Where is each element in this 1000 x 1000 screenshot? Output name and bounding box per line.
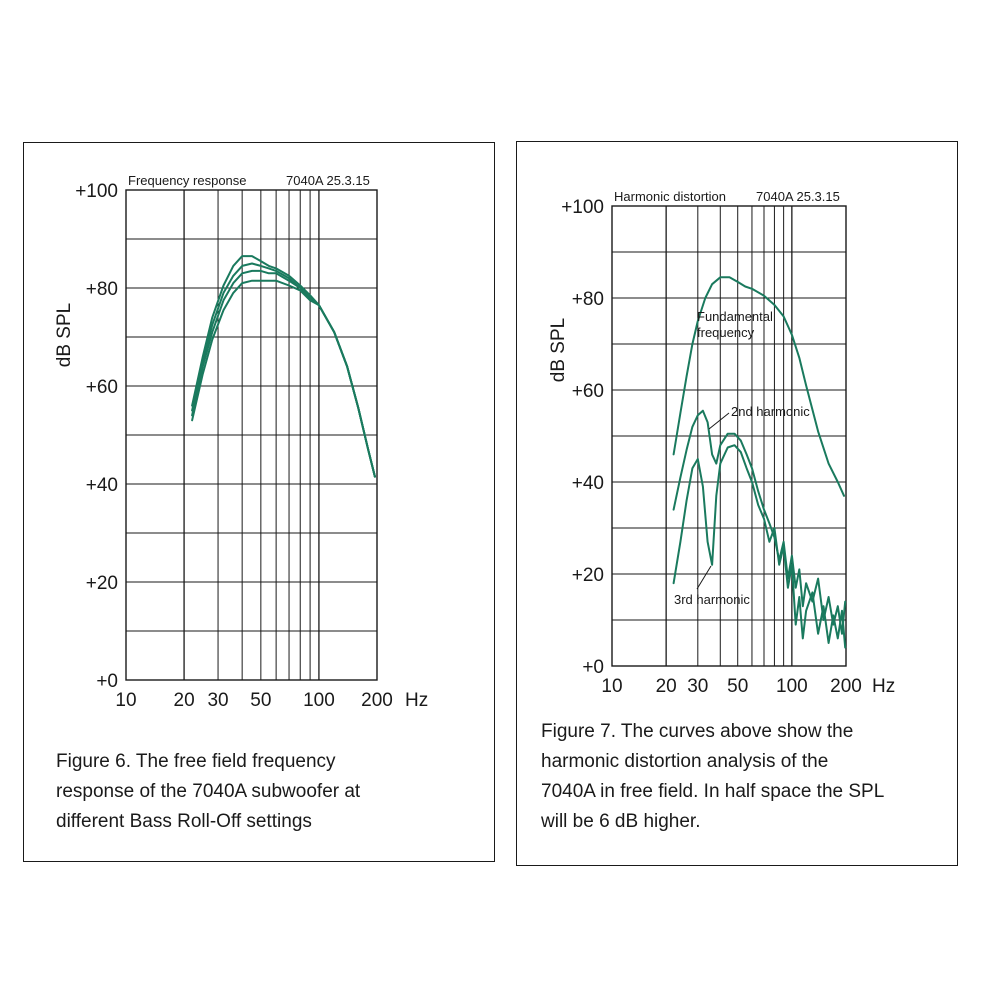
y-tick-label: +100 bbox=[561, 197, 604, 218]
chart-subtitle: 7040A 25.3.15 bbox=[286, 173, 370, 188]
caption-line: will be 6 dB higher. bbox=[541, 811, 701, 832]
y-tick-label: +80 bbox=[85, 279, 118, 300]
caption-line: Figure 6. The free field frequency bbox=[56, 751, 336, 772]
x-tick-label: 200 bbox=[830, 676, 862, 697]
y-tick-label: +100 bbox=[75, 181, 118, 202]
y-tick-label: +60 bbox=[85, 377, 118, 398]
y-tick-label: +40 bbox=[85, 475, 118, 496]
annotation-3rd-harmonic-pointer bbox=[697, 566, 711, 589]
x-tick-label: 200 bbox=[361, 690, 393, 711]
y-axis-label: dB SPL bbox=[54, 302, 75, 368]
y-tick-label: +40 bbox=[571, 473, 604, 494]
annotation-line: frequency bbox=[697, 325, 755, 340]
x-tick-label: 100 bbox=[776, 676, 808, 697]
figure-7-caption bbox=[541, 717, 951, 837]
frequency-response-chart bbox=[24, 143, 496, 743]
y-tick-label: +0 bbox=[582, 657, 604, 678]
caption-line: Figure 7. The curves above show the bbox=[541, 721, 854, 742]
annotation-3rd-harmonic bbox=[674, 592, 750, 607]
x-axis-unit: Hz bbox=[872, 676, 896, 697]
caption-line: different Bass Roll-Off settings bbox=[56, 811, 312, 832]
annotation-line: 2nd harmonic bbox=[731, 404, 810, 419]
y-tick-label: +80 bbox=[571, 289, 604, 310]
y-tick-label: +20 bbox=[571, 565, 604, 586]
annotation-2nd-harmonic bbox=[731, 404, 810, 419]
x-tick-label: 100 bbox=[303, 690, 335, 711]
x-tick-label: 30 bbox=[207, 690, 229, 711]
figure-6-caption bbox=[56, 747, 476, 837]
chart-subtitle: 7040A 25.3.15 bbox=[756, 189, 840, 204]
x-tick-label: 50 bbox=[727, 676, 749, 697]
harmonic-distortion-chart bbox=[517, 142, 959, 712]
annotation-fundamental bbox=[697, 309, 777, 340]
x-tick-label: 20 bbox=[173, 690, 195, 711]
y-axis-label: dB SPL bbox=[548, 317, 569, 383]
caption-line: harmonic distortion analysis of the bbox=[541, 751, 829, 772]
annotation-line: Fundamental bbox=[697, 309, 773, 324]
annotation-line: 3rd harmonic bbox=[674, 592, 750, 607]
caption-line: 7040A in free field. In half space the SPL bbox=[541, 781, 885, 802]
figure-7-panel bbox=[516, 141, 958, 866]
x-axis-unit: Hz bbox=[405, 690, 429, 711]
x-tick-label: 20 bbox=[655, 676, 677, 697]
x-tick-label: 50 bbox=[250, 690, 272, 711]
figure-6-panel bbox=[23, 142, 495, 862]
y-tick-label: +20 bbox=[85, 573, 118, 594]
x-tick-label: 10 bbox=[601, 676, 623, 697]
chart-title: Harmonic distortion bbox=[614, 189, 726, 204]
x-tick-label: 30 bbox=[687, 676, 709, 697]
series-line bbox=[674, 445, 846, 647]
caption-line: response of the 7040A subwoofer at bbox=[56, 781, 361, 802]
y-tick-label: +0 bbox=[96, 671, 118, 692]
y-tick-label: +60 bbox=[571, 381, 604, 402]
annotation-2nd-harmonic-pointer bbox=[709, 413, 729, 429]
x-tick-label: 10 bbox=[115, 690, 137, 711]
chart-title: Frequency response bbox=[128, 173, 247, 188]
